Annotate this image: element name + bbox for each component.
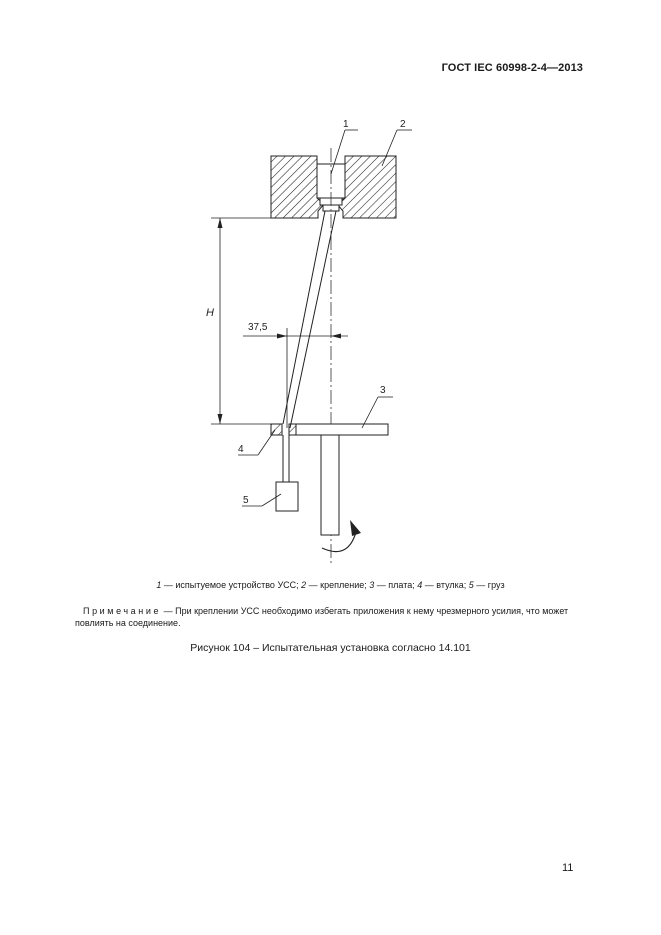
dim-arrow-top	[218, 218, 223, 228]
conductor-line-left	[283, 211, 325, 424]
legend-item-3: 3 — плата;	[369, 580, 418, 590]
dim-arrow-bottom	[218, 414, 223, 424]
legend-item-2: 2 — крепление;	[301, 580, 370, 590]
leader-3	[362, 397, 378, 428]
legend-item-5: 5 — груз	[468, 580, 505, 590]
document-header: ГОСТ IEC 60998-2-4—2013	[441, 62, 583, 74]
callout-5: 5	[243, 495, 249, 506]
rotation-arrowhead	[350, 520, 361, 536]
leader-4	[258, 430, 275, 455]
note-text: — При креплении УСС необходимо избегать приложения к нему чрезмерного усилия, что может повлиять на соединение.	[75, 606, 569, 628]
callout-3: 3	[380, 385, 386, 396]
clamp-right-block	[337, 156, 396, 218]
figure-legend	[0, 580, 661, 590]
dim-arrow-375-right	[331, 334, 341, 339]
plate-shaft	[321, 435, 339, 535]
dimension-offset-label: 37,5	[248, 322, 268, 333]
dimension-H-label: H	[206, 307, 214, 319]
figure-note	[75, 605, 585, 629]
plate	[296, 424, 388, 435]
callout-1: 1	[343, 119, 349, 130]
callout-2: 2	[400, 119, 406, 130]
legend-item-4: 4 — втулка;	[417, 580, 469, 590]
clamp-left-block	[271, 156, 324, 218]
legend-item-1: 1 — испытуемое устройство УСС;	[156, 580, 302, 590]
figure-caption: Рисунок 104 – Испытательная установка согласно 14.101	[190, 642, 471, 654]
callout-4: 4	[238, 444, 244, 455]
page-number: 11	[562, 862, 574, 874]
conductor-line-right	[290, 211, 336, 428]
note-lead: Примечание	[83, 606, 162, 616]
dim-arrow-375-left	[277, 334, 287, 339]
bushing-right	[289, 424, 296, 435]
weight	[276, 482, 298, 511]
